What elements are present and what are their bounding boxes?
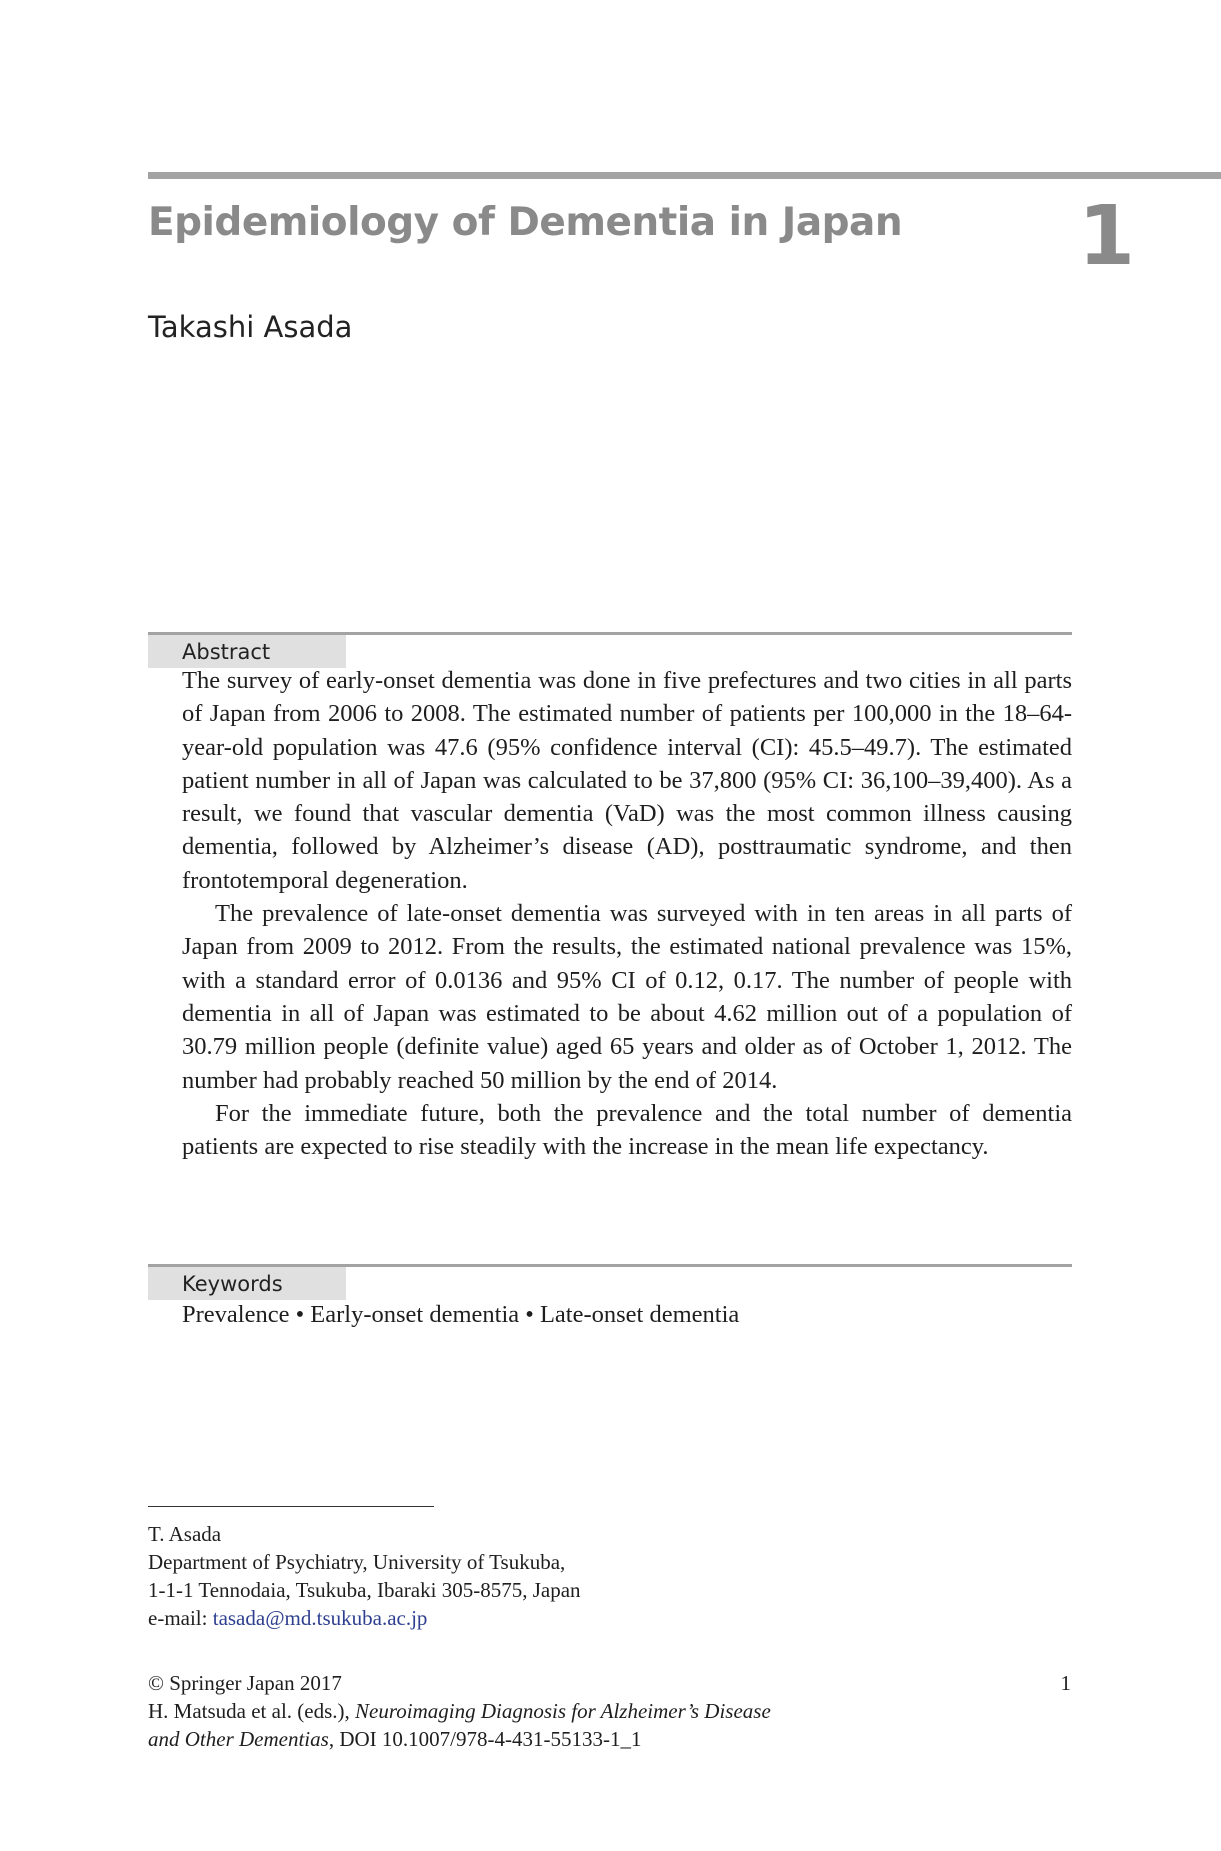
abstract-label: Abstract [148,635,346,668]
email-label: e-mail: [148,1606,213,1630]
author-name: Takashi Asada [148,310,353,344]
book-title-part1: Neuroimaging Diagnosis for Alzheimer’s Disease [355,1699,771,1723]
abstract-paragraph: The prevalence of late-onset dementia was surveyed with in ten areas in all parts of Japan from 2009 to 2012. From the results, the estimated national prevalence was 15%, with a standard error of 0.0136 and 95% CI of 0.12, 0.17. The number of people with dementia in all of Japan was estimated to be about 4.62 million out of a population of 30.79 million people (definite value) aged 65 years and older as of October 1, 2012. The number had probably reached 50 million by the end of 2014. [182,900,1072,1094]
affiliation-email-line [148,1604,581,1632]
chapter-number: 1 [1077,189,1135,284]
footnote-rule [148,1506,434,1507]
chapter-top-rule [148,172,1221,179]
citation-line-2 [148,1725,771,1753]
email-link[interactable]: tasada@md.tsukuba.ac.jp [212,1606,428,1630]
abstract-body [182,664,1072,1163]
chapter-title: Epidemiology of Dementia in Japan [148,200,903,245]
keywords-label: Keywords [148,1267,346,1300]
citation-line-1 [148,1697,771,1725]
book-title-part2: and Other Dementias [148,1727,329,1751]
page-number: 1 [1060,1671,1071,1695]
affiliation-address: 1-1-1 Tennodaia, Tsukuba, Ibaraki 305-8575, Japan [148,1578,581,1602]
affiliation-name: T. Asada [148,1522,222,1546]
keywords-list: Prevalence • Early-onset dementia • Late-onset dementia [182,1301,740,1328]
abstract-paragraph: For the immediate future, both the prevalence and the total number of dementia patients are expected to rise steadily with the increase in the mean life expectancy. [182,1099,1072,1161]
copyright-block [148,1669,771,1753]
copyright-line: © Springer Japan 2017 [148,1671,342,1695]
citation-editors: H. Matsuda et al. (eds.), [148,1699,356,1723]
citation-doi: , DOI 10.1007/978-4-431-55133-1_1 [328,1727,642,1751]
author-affiliation [148,1520,581,1632]
abstract-paragraph: The survey of early-onset dementia was done in five prefectures and two cities in all parts of Japan from 2006 to 2008. The estimated number of patients per 100,000 in the 18–64-year-old population was 47.6 (95% confidence interval (CI): 45.5–49.7). The estimated patient number in all of Japan was calculated to be 37,800 (95% CI: 36,100–39,400). As a result, we found that vascular dementia (VaD) was the most common illness causing dementia, followed by Alzheimer’s disease (AD), posttraumatic syndrome, and then frontotemporal degeneration. [182,667,1072,894]
affiliation-department: Department of Psychiatry, University of Tsukuba, [148,1550,566,1574]
